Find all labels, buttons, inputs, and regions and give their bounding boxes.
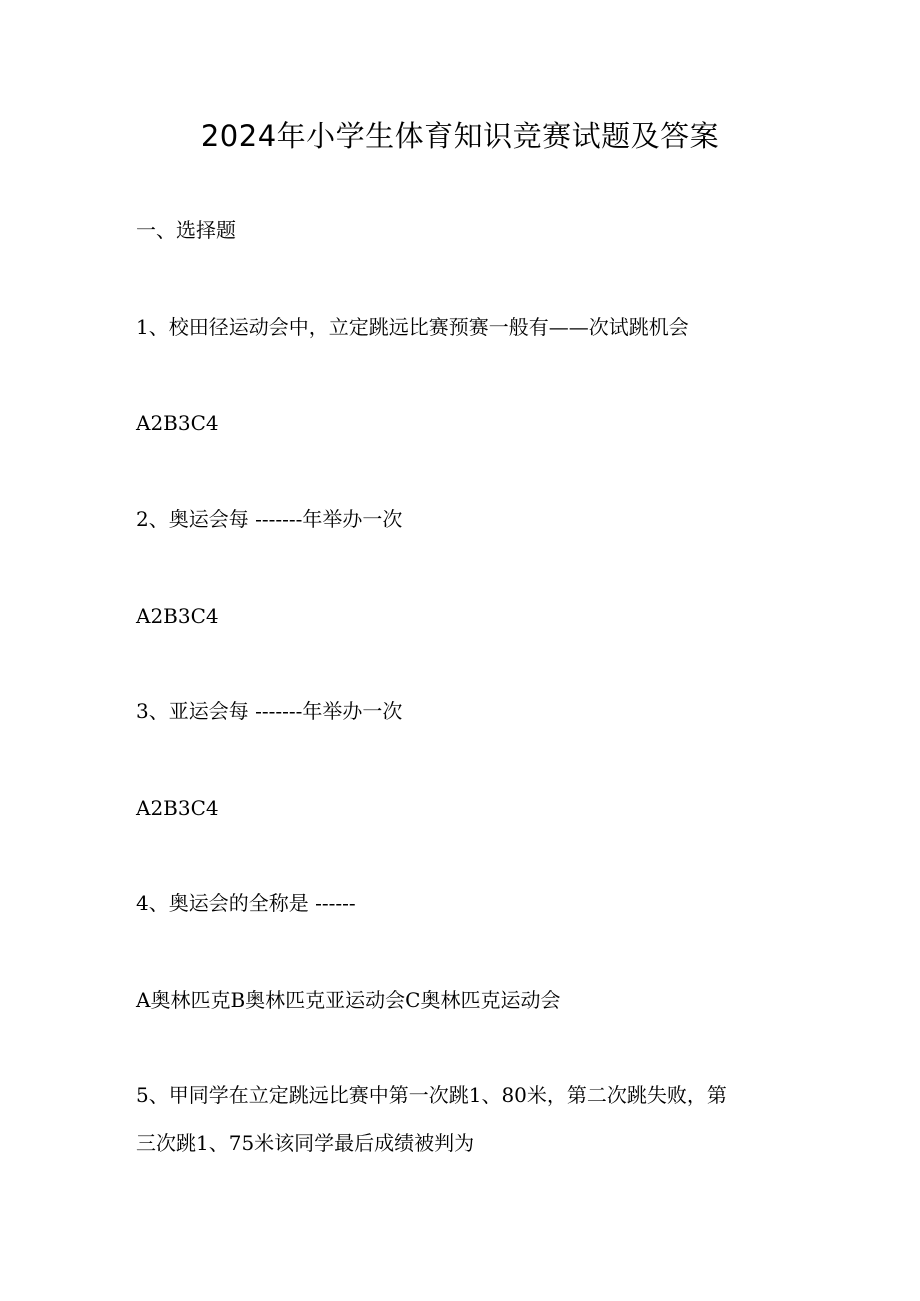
question-4-options: A奥林匹克B奥林匹克亚运动会C奥林匹克运动会 [136,988,561,1012]
document-title: 2024年小学生体育知识竞赛试题及答案 [200,119,720,153]
question-1-options: A2B3C4 [136,411,219,435]
question-5-line-2: 三次跳1、75米该同学最后成绩被判为 [136,1131,475,1155]
question-2: 2、奥运会每 -------年举办一次 [136,507,403,531]
question-3: 3、亚运会每 -------年举办一次 [136,699,403,723]
section-heading: 一、选择题 [136,218,236,242]
question-1: 1、校田径运动会中，立定跳远比赛预赛一般有——次试跳机会 [136,315,689,339]
question-3-options: A2B3C4 [136,796,219,820]
question-4: 4、奥运会的全称是 ------ [136,891,356,915]
question-2-options: A2B3C4 [136,604,219,628]
question-5-line-1: 5、甲同学在立定跳远比赛中第一次跳1、80米，第二次跳失败，第 [136,1083,727,1107]
